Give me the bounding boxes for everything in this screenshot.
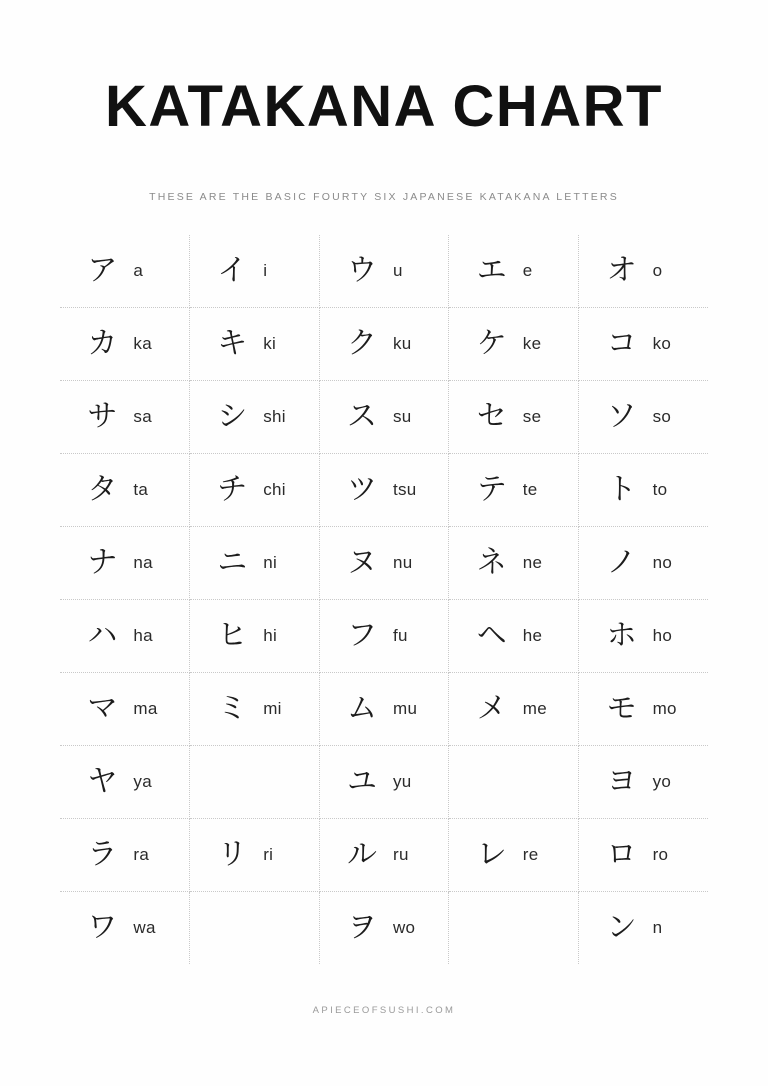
- kana-glyph: ナ: [87, 544, 118, 580]
- katakana-table: [60, 235, 708, 964]
- romaji-label: sa: [133, 406, 152, 426]
- kana-glyph: シ: [217, 398, 248, 434]
- romaji-label: ro: [652, 844, 669, 864]
- kana-cell-inner: [320, 381, 449, 453]
- kana-cell: [60, 891, 189, 964]
- kana-cell: [449, 380, 579, 453]
- kana-cell-inner: [320, 454, 449, 526]
- romaji-label: to: [652, 479, 668, 499]
- kana-cell-inner: [190, 308, 319, 380]
- romaji-label: te: [522, 479, 538, 499]
- kana-glyph: チ: [217, 471, 248, 507]
- kana-glyph: テ: [476, 471, 507, 507]
- romaji-label: ha: [133, 625, 153, 645]
- romaji-label: ka: [133, 333, 152, 353]
- kana-glyph: カ: [87, 325, 118, 361]
- kana-glyph: ロ: [606, 836, 637, 872]
- kana-cell: [189, 599, 319, 672]
- kana-cell: [579, 526, 708, 599]
- kana-glyph: サ: [87, 398, 118, 434]
- kana-cell-inner: [60, 308, 189, 380]
- kana-cell: [189, 526, 319, 599]
- kana-cell-inner: [579, 527, 708, 599]
- romaji-label: ya: [133, 771, 152, 791]
- romaji-label: na: [133, 552, 153, 572]
- kana-glyph: ク: [346, 325, 377, 361]
- kana-cell-inner: [190, 527, 319, 599]
- kana-cell: [579, 745, 708, 818]
- kana-cell: [579, 672, 708, 745]
- kana-glyph: マ: [87, 690, 118, 726]
- kana-cell: [319, 380, 449, 453]
- kana-cell: [60, 380, 189, 453]
- kana-cell: [60, 818, 189, 891]
- table-row: [60, 380, 708, 453]
- kana-cell: [319, 745, 449, 818]
- table-row: [60, 891, 708, 964]
- kana-glyph: イ: [217, 252, 248, 288]
- romaji-label: e: [522, 260, 533, 280]
- kana-cell: [579, 307, 708, 380]
- romaji-label: nu: [392, 552, 413, 572]
- table-row: [60, 745, 708, 818]
- kana-cell-inner: [60, 673, 189, 745]
- romaji-label: o: [652, 260, 663, 280]
- kana-cell-inner: [579, 892, 708, 964]
- table-row: [60, 526, 708, 599]
- kana-glyph: ト: [606, 471, 637, 507]
- kana-cell: [449, 307, 579, 380]
- romaji-label: me: [522, 698, 547, 718]
- kana-cell-inner: [60, 381, 189, 453]
- romaji-label: i: [263, 260, 268, 280]
- kana-cell-empty: [189, 891, 319, 964]
- kana-cell: [60, 235, 189, 308]
- kana-cell-inner: [190, 454, 319, 526]
- kana-cell: [579, 380, 708, 453]
- kana-cell-inner: [449, 819, 578, 891]
- kana-glyph: レ: [476, 836, 507, 872]
- romaji-label: wa: [133, 917, 156, 937]
- romaji-label: ki: [263, 333, 277, 353]
- kana-cell-inner: [320, 673, 449, 745]
- kana-cell-inner: [60, 746, 189, 818]
- kana-glyph: ハ: [87, 617, 118, 653]
- kana-cell-inner: [320, 819, 449, 891]
- kana-glyph: ヤ: [87, 763, 118, 799]
- kana-cell-inner: [449, 673, 578, 745]
- kana-glyph: ヲ: [346, 909, 377, 945]
- kana-cell-inner: [579, 746, 708, 818]
- kana-glyph: タ: [87, 471, 118, 507]
- kana-cell-empty: [189, 745, 319, 818]
- kana-cell: [189, 307, 319, 380]
- table-row: [60, 453, 708, 526]
- romaji-label: wo: [392, 917, 416, 937]
- kana-cell-inner: [190, 673, 319, 745]
- romaji-label: fu: [392, 625, 408, 645]
- romaji-label: mu: [392, 698, 418, 718]
- romaji-label: ni: [263, 552, 278, 572]
- table-row: [60, 235, 708, 308]
- romaji-label: hi: [263, 625, 278, 645]
- romaji-label: su: [392, 406, 412, 426]
- romaji-label: he: [522, 625, 543, 645]
- kana-cell: [189, 453, 319, 526]
- kana-cell: [579, 453, 708, 526]
- kana-cell: [449, 526, 579, 599]
- romaji-label: re: [522, 844, 539, 864]
- kana-glyph: ニ: [217, 544, 248, 580]
- romaji-label: ho: [652, 625, 673, 645]
- kana-cell-inner: [579, 673, 708, 745]
- kana-glyph: リ: [217, 836, 248, 872]
- kana-cell-empty: [449, 891, 579, 964]
- kana-glyph: キ: [217, 325, 248, 361]
- kana-cell: [449, 235, 579, 308]
- kana-glyph: ユ: [346, 763, 377, 799]
- kana-cell-inner: [190, 819, 319, 891]
- kana-cell: [189, 672, 319, 745]
- kana-cell: [60, 599, 189, 672]
- kana-glyph: ン: [606, 909, 637, 945]
- kana-glyph: ネ: [476, 544, 507, 580]
- romaji-label: ra: [133, 844, 150, 864]
- kana-cell: [319, 818, 449, 891]
- kana-cell-inner: [449, 381, 578, 453]
- kana-cell: [60, 672, 189, 745]
- romaji-label: mo: [652, 698, 677, 718]
- romaji-label: ke: [522, 333, 542, 353]
- kana-glyph: ツ: [346, 471, 377, 507]
- kana-cell-inner: [320, 235, 449, 307]
- page-title: KATAKANA CHART: [105, 74, 663, 139]
- kana-cell: [449, 453, 579, 526]
- kana-glyph: ソ: [606, 398, 637, 434]
- kana-glyph: ラ: [87, 836, 118, 872]
- romaji-label: ru: [392, 844, 409, 864]
- kana-cell: [449, 599, 579, 672]
- kana-glyph: ミ: [217, 690, 248, 726]
- kana-glyph: ヨ: [606, 763, 637, 799]
- kana-cell-inner: [60, 527, 189, 599]
- romaji-label: mi: [263, 698, 282, 718]
- kana-cell-empty: [449, 745, 579, 818]
- kana-cell: [319, 891, 449, 964]
- kana-cell: [579, 891, 708, 964]
- kana-cell: [579, 235, 708, 308]
- kana-glyph: セ: [476, 398, 507, 434]
- kana-cell: [189, 380, 319, 453]
- romaji-label: so: [652, 406, 672, 426]
- kana-glyph: ル: [346, 836, 377, 872]
- kana-cell-inner: [449, 454, 578, 526]
- romaji-label: chi: [263, 479, 286, 499]
- table-row: [60, 307, 708, 380]
- table-row: [60, 672, 708, 745]
- kana-cell-inner: [60, 892, 189, 964]
- kana-cell: [319, 235, 449, 308]
- kana-glyph: ヒ: [217, 617, 248, 653]
- kana-cell: [189, 818, 319, 891]
- romaji-label: ne: [522, 552, 543, 572]
- kana-cell-inner: [320, 527, 449, 599]
- page-subtitle: THESE ARE THE BASIC FOURTY SIX JAPANESE KATAKANA LETTERS: [149, 190, 619, 203]
- romaji-label: se: [522, 406, 542, 426]
- romaji-label: yo: [652, 771, 672, 791]
- footer-credit: APIECEOFSUSHI.COM: [312, 1005, 456, 1016]
- kana-cell-inner: [449, 600, 578, 672]
- katakana-table-body: [60, 235, 708, 964]
- kana-glyph: コ: [606, 325, 637, 361]
- kana-glyph: ヌ: [346, 544, 377, 580]
- kana-cell: [449, 818, 579, 891]
- kana-cell-inner: [190, 381, 319, 453]
- kana-glyph: メ: [476, 690, 507, 726]
- kana-glyph: ヘ: [476, 617, 507, 653]
- kana-glyph: ノ: [606, 544, 637, 580]
- kana-cell: [579, 599, 708, 672]
- kana-cell: [60, 307, 189, 380]
- romaji-label: shi: [263, 406, 286, 426]
- romaji-label: ta: [133, 479, 149, 499]
- kana-cell-inner: [60, 235, 189, 307]
- kana-cell: [60, 453, 189, 526]
- kana-glyph: ム: [346, 690, 377, 726]
- kana-cell-inner: [320, 746, 449, 818]
- kana-cell-inner: [320, 600, 449, 672]
- kana-cell-inner: [60, 819, 189, 891]
- kana-cell-inner: [449, 308, 578, 380]
- kana-cell-inner: [579, 454, 708, 526]
- kana-cell-inner: [190, 600, 319, 672]
- romaji-label: ma: [133, 698, 158, 718]
- kana-glyph: モ: [606, 690, 637, 726]
- kana-cell: [579, 818, 708, 891]
- kana-cell: [60, 745, 189, 818]
- kana-cell-inner: [579, 308, 708, 380]
- romaji-label: ko: [652, 333, 672, 353]
- kana-glyph: ス: [346, 398, 377, 434]
- kana-cell: [319, 526, 449, 599]
- kana-cell-inner: [579, 819, 708, 891]
- kana-cell-inner: [579, 600, 708, 672]
- kana-cell: [319, 453, 449, 526]
- kana-glyph: ウ: [346, 252, 377, 288]
- kana-glyph: ア: [87, 252, 118, 288]
- kana-glyph: エ: [476, 252, 507, 288]
- kana-cell: [189, 235, 319, 308]
- kana-cell-inner: [449, 527, 578, 599]
- kana-cell-inner: [320, 308, 449, 380]
- kana-cell-inner: [449, 235, 578, 307]
- kana-cell-inner: [320, 892, 449, 964]
- romaji-label: yu: [392, 771, 412, 791]
- kana-cell: [319, 672, 449, 745]
- kana-cell-inner: [190, 235, 319, 307]
- romaji-label: a: [133, 260, 144, 280]
- romaji-label: ri: [263, 844, 274, 864]
- kana-cell: [319, 599, 449, 672]
- kana-cell-inner: [579, 235, 708, 307]
- romaji-label: n: [652, 917, 663, 937]
- kana-cell-inner: [60, 454, 189, 526]
- romaji-label: u: [392, 260, 403, 280]
- kana-glyph: ケ: [476, 325, 507, 361]
- kana-cell: [60, 526, 189, 599]
- romaji-label: tsu: [392, 479, 417, 499]
- table-row: [60, 599, 708, 672]
- romaji-label: ku: [392, 333, 412, 353]
- kana-cell: [449, 672, 579, 745]
- kana-cell-inner: [60, 600, 189, 672]
- kana-glyph: フ: [346, 617, 377, 653]
- kana-glyph: ワ: [87, 909, 118, 945]
- kana-glyph: オ: [606, 252, 637, 288]
- kana-cell-inner: [579, 381, 708, 453]
- table-row: [60, 818, 708, 891]
- kana-glyph: ホ: [606, 617, 637, 653]
- romaji-label: no: [652, 552, 673, 572]
- kana-cell: [319, 307, 449, 380]
